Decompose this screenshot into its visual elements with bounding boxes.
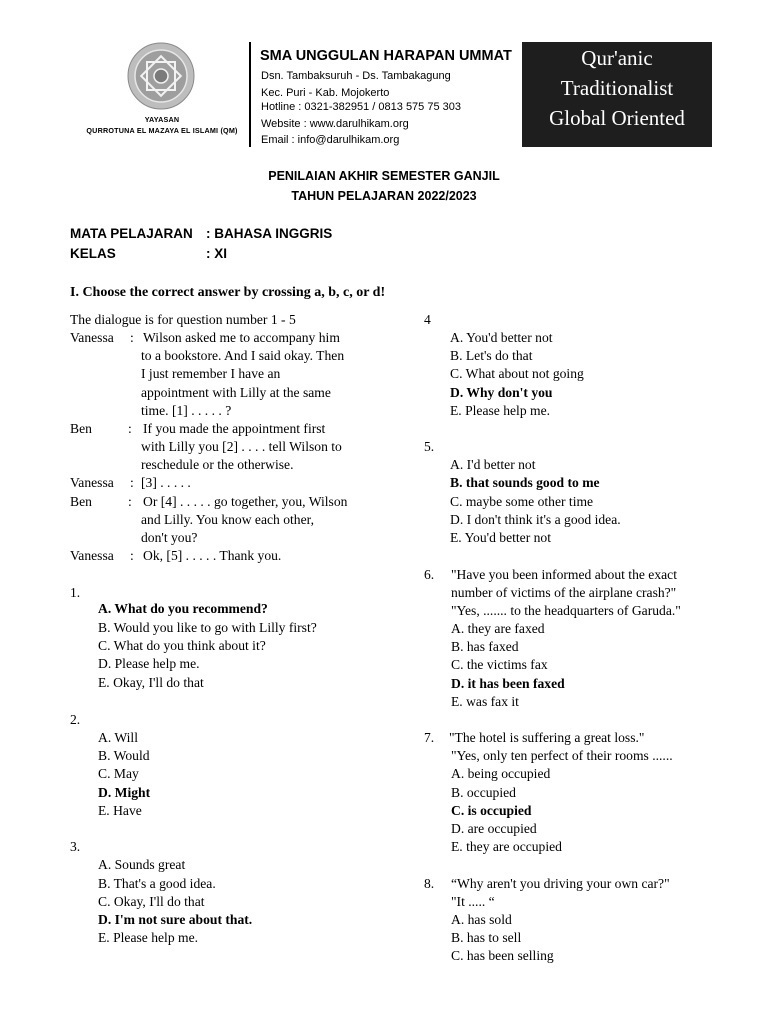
question-number: 4 <box>424 312 431 327</box>
answer-option[interactable]: C. has been selling <box>451 948 554 963</box>
question-stem: "Yes, ....... to the headquarters of Garuda." <box>451 603 681 618</box>
answer-option[interactable]: C. the victims fax <box>451 657 548 672</box>
dialogue-text: reschedule or the otherwise. <box>141 457 294 472</box>
question-number: 8. <box>424 876 435 891</box>
dialogue-text: time. [1] . . . . . ? <box>141 403 232 418</box>
answer-option-correct[interactable]: B. that sounds good to me <box>450 475 600 490</box>
answer-option-correct[interactable]: D. I'm not sure about that. <box>98 912 253 927</box>
question-number: 5. <box>424 439 435 454</box>
hotline: Hotline : 0321-382951 / 0813 575 75 303 <box>261 101 461 113</box>
dialogue-text: I just remember I have an <box>141 366 281 381</box>
answer-option[interactable]: A. Will <box>98 730 138 745</box>
address-line: Dsn. Tambaksuruh - Ds. Tambakagung <box>261 70 451 82</box>
question-stem: number of victims of the airplane crash?" <box>451 585 677 600</box>
dialogue-colon: : <box>130 330 134 345</box>
exam-title: PENILAIAN AKHIR SEMESTER GANJIL <box>268 169 500 183</box>
answer-option[interactable]: E. they are occupied <box>451 839 562 854</box>
header-divider <box>249 42 251 147</box>
email: Email : info@darulhikam.org <box>261 134 400 146</box>
dialogue-speaker: Vanessa <box>70 330 114 345</box>
answer-option[interactable]: B. Would <box>98 748 150 763</box>
answer-option[interactable]: B. occupied <box>451 785 516 800</box>
dialogue-text: If you made the appointment first <box>143 421 326 436</box>
answer-option[interactable]: D. are occupied <box>451 821 537 836</box>
class-label: KELAS <box>70 246 116 261</box>
answer-option[interactable]: B. Would you like to go with Lilly first? <box>98 620 317 635</box>
dialogue-speaker: Vanessa <box>70 548 114 563</box>
question-stem: “Why aren't you driving your own car?" <box>451 876 670 891</box>
question-number: 2. <box>70 712 81 727</box>
answer-option[interactable]: C. maybe some other time <box>450 494 594 509</box>
answer-option[interactable]: C. May <box>98 766 139 781</box>
question-stem: "The hotel is suffering a great loss." <box>449 730 645 745</box>
answer-option[interactable]: A. You'd better not <box>450 330 553 345</box>
slogan-line: Traditionalist <box>560 76 674 100</box>
slogan-line: Global Oriented <box>549 106 685 130</box>
dialogue-speaker: Ben <box>70 494 92 509</box>
question-stem: "Have you been informed about the exact <box>451 567 677 582</box>
question-stem: "Yes, only ten perfect of their rooms ...... <box>451 748 673 763</box>
answer-option[interactable]: B. Let's do that <box>450 348 533 363</box>
answer-option[interactable]: E. Please help me. <box>98 930 199 945</box>
dialogue-colon: : <box>130 475 134 490</box>
foundation-line1: YAYASAN <box>144 115 180 124</box>
answer-option-correct[interactable]: A. What do you recommend? <box>98 601 268 616</box>
answer-option[interactable]: B. has to sell <box>451 930 522 945</box>
dialogue-text: don't you? <box>141 530 198 545</box>
dialogue-text: Wilson asked me to accompany him <box>143 330 340 345</box>
subject-label: MATA PELAJARAN <box>70 226 193 241</box>
answer-option[interactable]: E. was fax it <box>451 694 519 709</box>
question-stem: "It ..... “ <box>451 894 495 909</box>
answer-option-correct[interactable]: D. Why don't you <box>450 385 553 400</box>
dialogue-text: and Lilly. You know each other, <box>141 512 315 527</box>
question-number: 1. <box>70 585 81 600</box>
dialogue-intro: The dialogue is for question number 1 - 5 <box>70 312 296 327</box>
dialogue-text: Ok, [5] . . . . . Thank you. <box>143 548 282 563</box>
answer-option[interactable]: C. What do you think about it? <box>98 638 266 653</box>
dialogue-colon: : <box>130 548 134 563</box>
subject-value: : BAHASA INGGRIS <box>206 226 333 241</box>
dialogue-colon: : <box>128 494 132 509</box>
dialogue-text: Or [4] . . . . . go together, you, Wilson <box>143 494 348 509</box>
answer-option[interactable]: A. being occupied <box>451 766 551 781</box>
answer-option[interactable]: E. Okay, I'll do that <box>98 675 204 690</box>
dialogue-colon: : <box>128 421 132 436</box>
answer-option-correct[interactable]: D. Might <box>98 785 151 800</box>
answer-option[interactable]: E. Have <box>98 803 142 818</box>
dialogue-speaker: Ben <box>70 421 92 436</box>
exam-year: TAHUN PELAJARAN 2022/2023 <box>291 189 477 203</box>
answer-option[interactable]: A. has sold <box>451 912 512 927</box>
answer-option[interactable]: E. Please help me. <box>450 403 551 418</box>
instruction: I. Choose the correct answer by crossing a, b, c, or d! <box>70 285 386 300</box>
slogan-box <box>522 42 712 147</box>
answer-option[interactable]: D. I don't think it's a good idea. <box>450 512 621 527</box>
school-name: SMA UNGGULAN HARAPAN UMMAT <box>260 48 512 64</box>
answer-option-correct[interactable]: D. it has been faxed <box>451 676 565 691</box>
question-number: 3. <box>70 839 81 854</box>
dialogue-text: to a bookstore. And I said okay. Then <box>141 348 345 363</box>
school-logo <box>127 42 195 110</box>
answer-option[interactable]: A. I'd better not <box>450 457 536 472</box>
answer-option[interactable]: E. You'd better not <box>450 530 552 545</box>
answer-option[interactable]: B. That's a good idea. <box>98 876 216 891</box>
answer-option[interactable]: C. What about not going <box>450 366 584 381</box>
website: Website : www.darulhikam.org <box>261 118 409 130</box>
answer-option-correct[interactable]: C. is occupied <box>451 803 532 818</box>
answer-option[interactable]: A. they are faxed <box>451 621 545 636</box>
question-number: 6. <box>424 567 435 582</box>
foundation-name <box>62 114 262 136</box>
answer-option[interactable]: D. Please help me. <box>98 656 200 671</box>
slogan-line: Qur'anic <box>581 46 653 70</box>
dialogue-text: with Lilly you [2] . . . . tell Wilson to <box>141 439 342 454</box>
dialogue-text: [3] . . . . . <box>141 475 191 490</box>
foundation-line2: QURROTUNA EL MAZAYA EL ISLAMI (QM) <box>86 126 238 135</box>
address-line: Kec. Puri - Kab. Mojokerto <box>261 87 390 99</box>
answer-option[interactable]: C. Okay, I'll do that <box>98 894 205 909</box>
answer-option[interactable]: A. Sounds great <box>98 857 186 872</box>
answer-option[interactable]: B. has faxed <box>451 639 519 654</box>
dialogue-text: appointment with Lilly at the same <box>141 385 331 400</box>
question-number: 7. <box>424 730 435 745</box>
class-value: : XI <box>206 246 228 261</box>
dialogue-speaker: Vanessa <box>70 475 114 490</box>
